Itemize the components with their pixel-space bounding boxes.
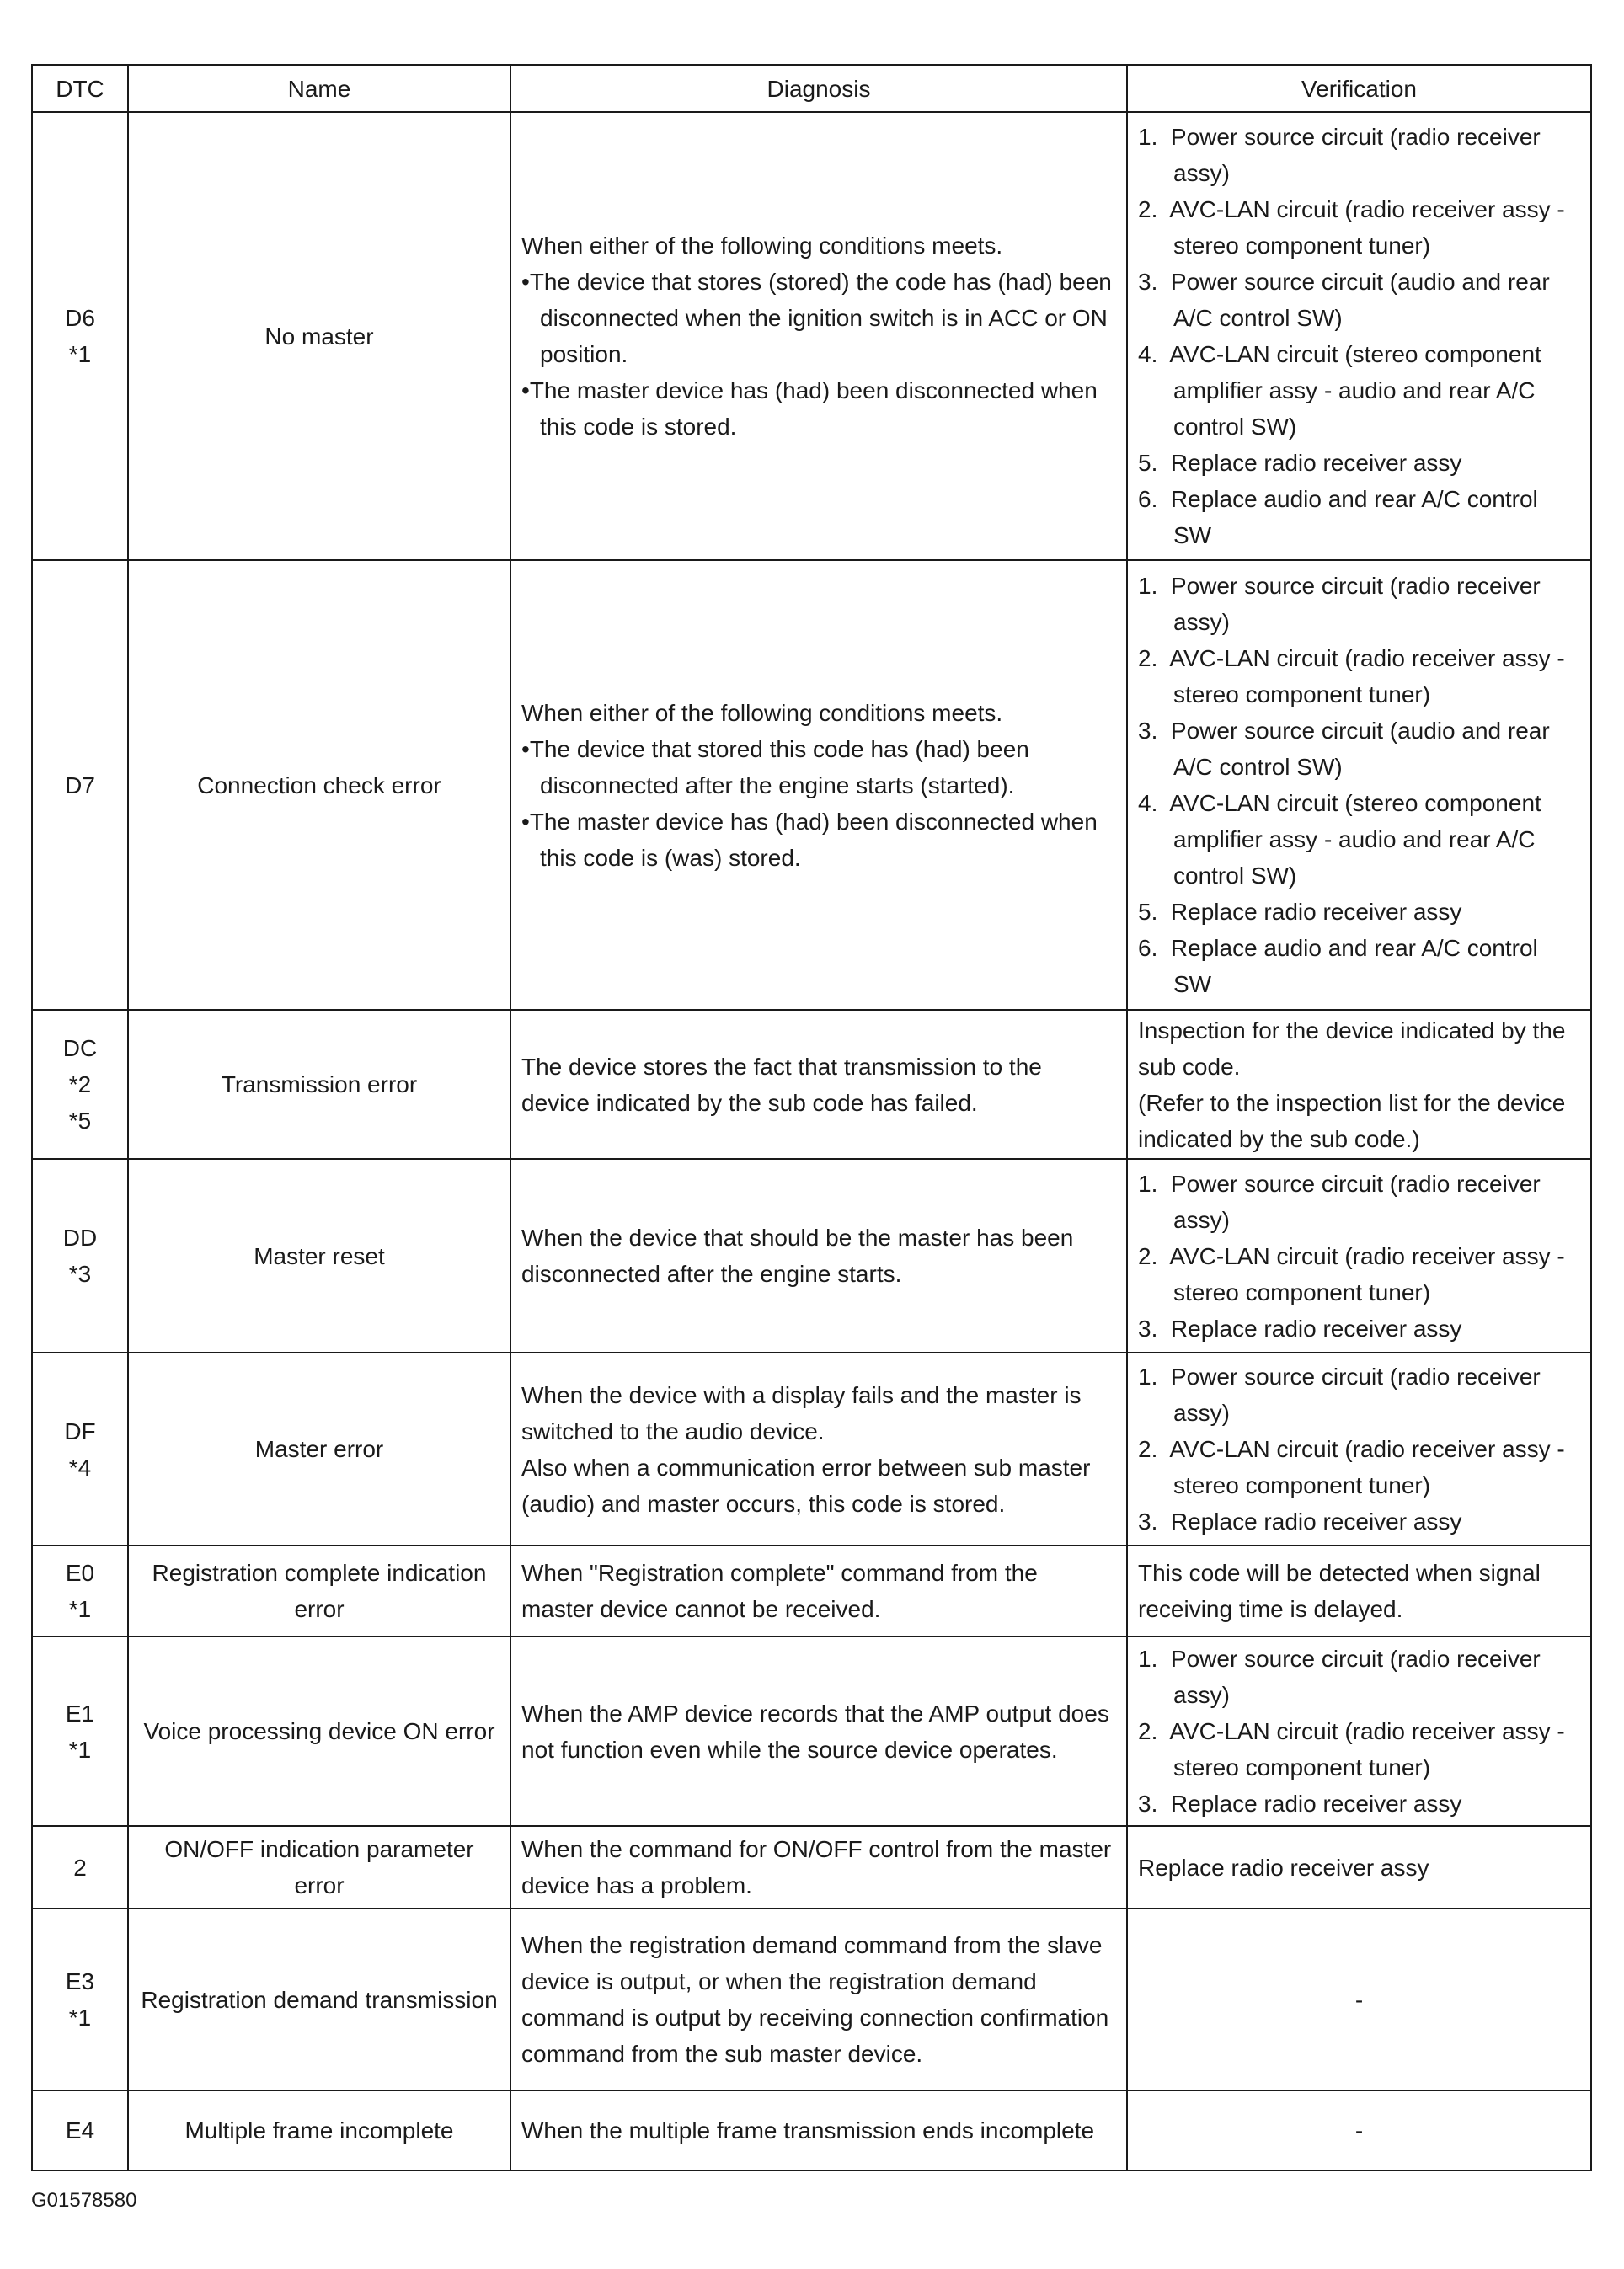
figure-id: G01578580 <box>31 2189 137 2212</box>
verification-cell <box>1127 1010 1591 1159</box>
verification-step: 3. Replace radio receiver assy <box>1138 1508 1462 1535</box>
verification-dash: - <box>1354 2117 1364 2144</box>
verification-text: This code will be detected when signal receiving time is delayed. <box>1138 1560 1541 1622</box>
dtc-code-line: *3 <box>68 1261 92 1287</box>
table-row <box>32 1826 1591 1909</box>
verification-step: 6. Replace audio and rear A/C control SW <box>1138 486 1538 548</box>
name-cell: Registration demand transmission <box>128 1909 510 2090</box>
diagnosis-bullet: •The device that stored this code has (had) been disconnected after the engine starts (started). <box>521 735 1029 798</box>
name-cell: Registration complete indication error <box>128 1546 510 1636</box>
verification-step: 2. AVC-LAN circuit (radio receiver assy - stereo component tuner) <box>1138 196 1565 259</box>
dtc-code-line: E4 <box>65 2117 95 2144</box>
diagnosis-cell <box>510 1636 1127 1826</box>
name-cell: Master reset <box>128 1159 510 1353</box>
verification-step-text: Power source circuit (radio receiver assy) <box>1170 1170 1541 1233</box>
diagnosis-cell <box>510 560 1127 1010</box>
name-cell: Transmission error <box>128 1010 510 1159</box>
verification-step: 5. Replace radio receiver assy <box>1138 899 1462 925</box>
dtc-code-line: *2 <box>68 1071 92 1097</box>
dtc-code-line: D6 <box>65 305 95 331</box>
verification-step-text: Replace radio receiver assy <box>1170 1508 1462 1535</box>
verification-cell <box>1127 1546 1591 1636</box>
dtc-code-line: *1 <box>68 1596 92 1622</box>
verification-list <box>1138 568 1580 1002</box>
verification-step: 2. AVC-LAN circuit (radio receiver assy - stereo component tuner) <box>1138 645 1565 707</box>
dtc-code-line: E3 <box>65 1968 95 1994</box>
verification-cell <box>1127 1159 1591 1353</box>
diagnosis-text: When the registration demand command from the slave device is output, or when the registration demand command is output by receiving connection confirmation command from the sub master device. <box>521 1932 1109 2067</box>
name-cell: No master <box>128 112 510 560</box>
dtc-cell <box>32 560 128 1010</box>
diagnosis-intro: When either of the following conditions meets. <box>521 232 1003 259</box>
verification-step: 3. Power source circuit (audio and rear A/C control SW) <box>1138 269 1550 331</box>
verification-step-text: Power source circuit (radio receiver assy) <box>1170 573 1541 635</box>
diagnosis-cell <box>510 2090 1127 2170</box>
verification-cell <box>1127 2090 1591 2170</box>
verification-step: 2. AVC-LAN circuit (radio receiver assy - stereo component tuner) <box>1138 1718 1565 1780</box>
diagnosis-bullet: •The master device has (had) been disconnected when this code is (was) stored. <box>521 808 1098 871</box>
verification-text: Inspection for the device indicated by the sub code. <box>1138 1017 1566 1080</box>
verification-step-text: Power source circuit (radio receiver assy) <box>1170 124 1541 186</box>
dtc-code-line: *1 <box>68 2005 92 2031</box>
dtc-code-line: E0 <box>65 1560 95 1586</box>
verification-step: 1. Power source circuit (radio receiver assy) <box>1138 1646 1541 1708</box>
verification-step-text: Replace audio and rear A/C control SW <box>1170 486 1538 548</box>
header-diagnosis: Diagnosis <box>510 65 1127 112</box>
verification-step-text: AVC-LAN circuit (radio receiver assy - stereo component tuner) <box>1169 1242 1565 1305</box>
verification-step-text: AVC-LAN circuit (radio receiver assy - stereo component tuner) <box>1169 196 1565 259</box>
dtc-cell <box>32 1353 128 1546</box>
verification-step: 3. Power source circuit (audio and rear A/C control SW) <box>1138 718 1550 780</box>
table-row <box>32 560 1591 1010</box>
dtc-code-line: *4 <box>68 1454 92 1481</box>
verification-step: 3. Replace radio receiver assy <box>1138 1791 1462 1817</box>
diagnosis-cell <box>510 1909 1127 2090</box>
diagnosis-cell <box>510 112 1127 560</box>
table-row <box>32 1010 1591 1159</box>
diagnosis-intro: When either of the following conditions meets. <box>521 699 1003 726</box>
diagnosis-text: The device stores the fact that transmission to the device indicated by the sub code has failed. <box>521 1053 1042 1116</box>
verification-step-text: AVC-LAN circuit (stereo component amplifier assy - audio and rear A/C control SW) <box>1169 341 1541 440</box>
verification-step: 4. AVC-LAN circuit (stereo component amplifier assy - audio and rear A/C control SW) <box>1138 341 1541 440</box>
verification-step: 6. Replace audio and rear A/C control SW <box>1138 935 1538 997</box>
dtc-cell <box>32 112 128 560</box>
diagnosis-cell <box>510 1546 1127 1636</box>
name-cell: Multiple frame incomplete <box>128 2090 510 2170</box>
verification-step-text: AVC-LAN circuit (stereo component amplifier assy - audio and rear A/C control SW) <box>1169 790 1541 889</box>
diagnosis-bullet-text: The device that stored this code has (had) been disconnected after the engine starts (started). <box>529 735 1029 798</box>
header-dtc: DTC <box>32 65 128 112</box>
name-cell: Connection check error <box>128 560 510 1010</box>
dtc-cell <box>32 1636 128 1826</box>
verification-step-text: AVC-LAN circuit (radio receiver assy - stereo component tuner) <box>1169 1436 1565 1498</box>
verification-text: Replace radio receiver assy <box>1138 1854 1429 1881</box>
diagnosis-cell <box>510 1826 1127 1909</box>
verification-list <box>1138 1641 1580 1822</box>
diagnosis-bullet-text: The master device has (had) been disconnected when this code is stored. <box>529 377 1098 440</box>
verification-step-text: Power source circuit (audio and rear A/C control SW) <box>1170 269 1550 331</box>
dtc-cell <box>32 2090 128 2170</box>
diagnosis-bullet: •The master device has (had) been disconnected when this code is stored. <box>521 377 1098 440</box>
verification-step-text: AVC-LAN circuit (radio receiver assy - stereo component tuner) <box>1169 1718 1565 1780</box>
verification-step: 1. Power source circuit (radio receiver assy) <box>1138 573 1541 635</box>
verification-cell <box>1127 1636 1591 1826</box>
verification-cell <box>1127 1909 1591 2090</box>
header-name: Name <box>128 65 510 112</box>
dtc-code-line: 2 <box>73 1854 87 1881</box>
diagnosis-bullet-text: The master device has (had) been disconnected when this code is (was) stored. <box>529 808 1098 871</box>
diagnosis-text: When the AMP device records that the AMP output does not function even while the source device operates. <box>521 1700 1109 1763</box>
verification-cell <box>1127 112 1591 560</box>
header-verification: Verification <box>1127 65 1591 112</box>
diagnosis-text: When the command for ON/OFF control from the master device has a problem. <box>521 1836 1112 1898</box>
name-cell: Master error <box>128 1353 510 1546</box>
verification-list <box>1138 1359 1580 1540</box>
verification-list <box>1138 1166 1580 1347</box>
dtc-code-line: D7 <box>65 771 95 798</box>
dtc-cell <box>32 1159 128 1353</box>
verification-dash: - <box>1354 1986 1364 2013</box>
table-row <box>32 1636 1591 1826</box>
verification-step-text: Replace radio receiver assy <box>1170 450 1462 476</box>
verification-step-text: Replace radio receiver assy <box>1170 1791 1462 1817</box>
diagnosis-text: When the device with a display fails and the master is switched to the audio device. <box>521 1381 1082 1444</box>
verification-step: 2. AVC-LAN circuit (radio receiver assy - stereo component tuner) <box>1138 1436 1565 1498</box>
dtc-code-line: DD <box>62 1225 98 1251</box>
verification-step-text: Power source circuit (radio receiver assy) <box>1170 1646 1541 1708</box>
diagnosis-cell <box>510 1010 1127 1159</box>
verification-step-text: Replace radio receiver assy <box>1170 1315 1462 1342</box>
dtc-code-line: *1 <box>68 341 92 367</box>
verification-step: 1. Power source circuit (radio receiver assy) <box>1138 1170 1541 1233</box>
dtc-cell <box>32 1826 128 1909</box>
dtc-cell <box>32 1010 128 1159</box>
dtc-code-line: *1 <box>68 1736 92 1763</box>
verification-cell <box>1127 1353 1591 1546</box>
verification-step: 1. Power source circuit (radio receiver assy) <box>1138 1364 1541 1426</box>
dtc-table <box>31 64 1592 2171</box>
verification-step-text: Power source circuit (audio and rear A/C control SW) <box>1170 718 1550 780</box>
verification-step: 3. Replace radio receiver assy <box>1138 1315 1462 1342</box>
verification-list <box>1138 119 1580 553</box>
dtc-code-line: E1 <box>65 1700 95 1727</box>
diagnosis-text: Also when a communication error between sub master (audio) and master occurs, this code is stored. <box>521 1454 1091 1517</box>
diagnosis-text: When the device that should be the master has been disconnected after the engine starts. <box>521 1225 1074 1287</box>
table-row <box>32 1159 1591 1353</box>
table-body <box>32 112 1591 2170</box>
verification-step: 1. Power source circuit (radio receiver assy) <box>1138 124 1541 186</box>
diagnosis-text: When the multiple frame transmission ends incomplete <box>521 2117 1095 2144</box>
dtc-code-line: *5 <box>68 1108 92 1134</box>
diagnosis-text: When "Registration complete" command from the master device cannot be received. <box>521 1560 1038 1622</box>
verification-step: 5. Replace radio receiver assy <box>1138 450 1462 476</box>
verification-cell <box>1127 1826 1591 1909</box>
diagnosis-cell <box>510 1353 1127 1546</box>
verification-step: 4. AVC-LAN circuit (stereo component amplifier assy - audio and rear A/C control SW) <box>1138 790 1541 889</box>
table-row <box>32 112 1591 560</box>
name-cell: ON/OFF indication parameter error <box>128 1826 510 1909</box>
verification-step-text: AVC-LAN circuit (radio receiver assy - stereo component tuner) <box>1169 645 1565 707</box>
table-row <box>32 1353 1591 1546</box>
diagnosis-cell <box>510 1159 1127 1353</box>
verification-step-text: Replace radio receiver assy <box>1170 899 1462 925</box>
verification-step: 2. AVC-LAN circuit (radio receiver assy - stereo component tuner) <box>1138 1242 1565 1305</box>
verification-step-text: Replace audio and rear A/C control SW <box>1170 935 1538 997</box>
header-row <box>32 65 1591 112</box>
name-cell: Voice processing device ON error <box>128 1636 510 1826</box>
table-row <box>32 1546 1591 1636</box>
verification-text: (Refer to the inspection list for the device indicated by the sub code.) <box>1138 1089 1566 1152</box>
dtc-code-line: DF <box>64 1417 96 1444</box>
table-row <box>32 2090 1591 2170</box>
dtc-cell <box>32 1909 128 2090</box>
table-row <box>32 1909 1591 2090</box>
dtc-cell <box>32 1546 128 1636</box>
verification-step-text: Power source circuit (radio receiver assy) <box>1170 1364 1541 1426</box>
diagnosis-bullet-text: The device that stores (stored) the code has (had) been disconnected when the ignition switch is in ACC or ON position. <box>529 269 1112 367</box>
verification-cell <box>1127 560 1591 1010</box>
diagnosis-bullet: •The device that stores (stored) the code has (had) been disconnected when the ignition switch is in ACC or ON position. <box>521 269 1112 367</box>
dtc-code-line: DC <box>62 1035 98 1061</box>
